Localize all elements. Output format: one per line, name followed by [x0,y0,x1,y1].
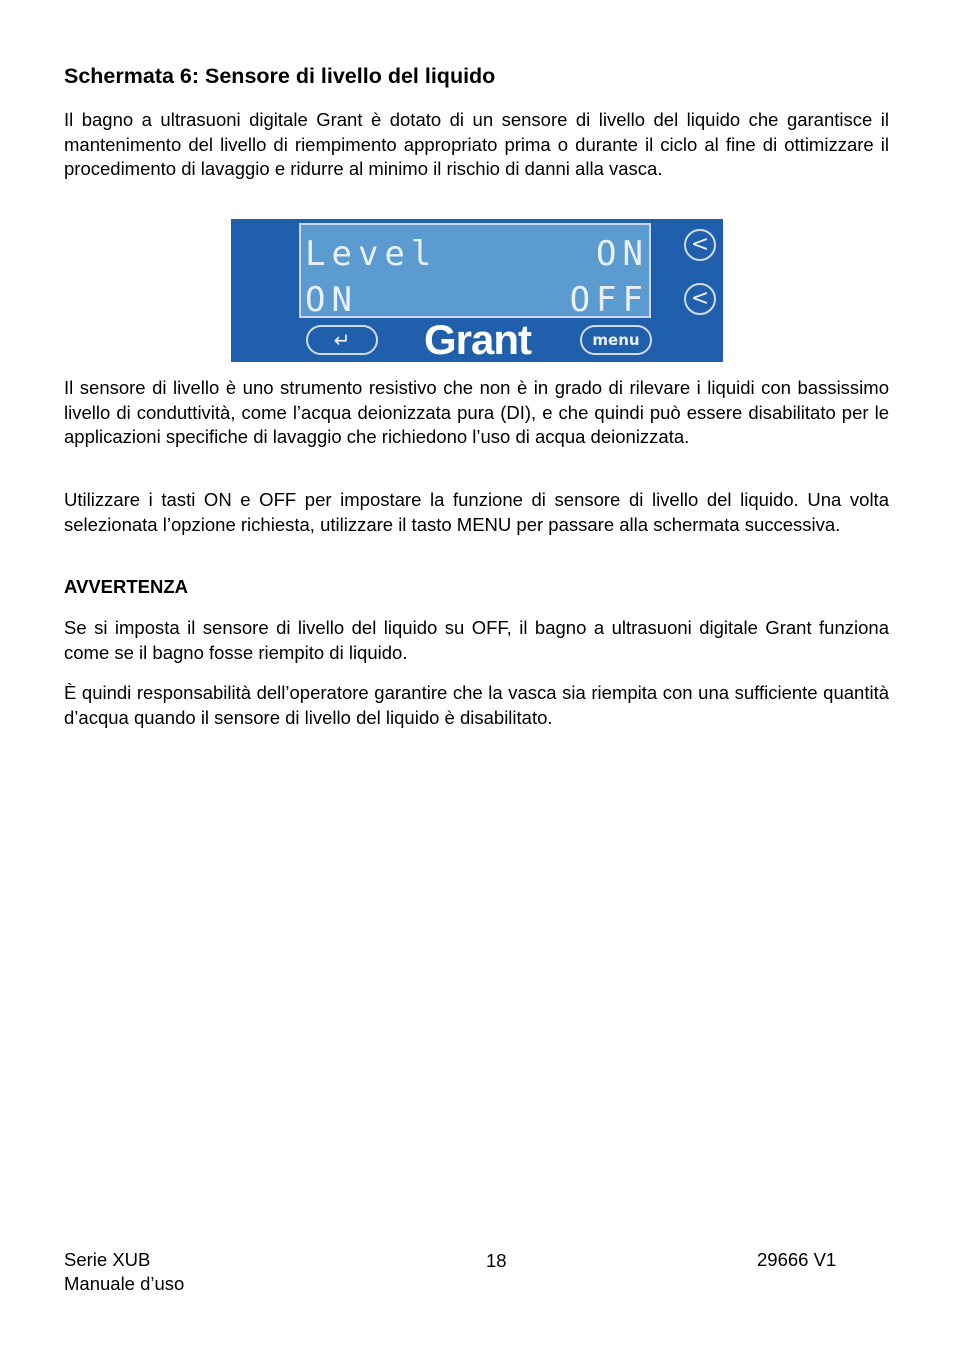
document-code: 29666 V1 [757,1249,837,1270]
footer-manual: Manuale d’uso [64,1273,185,1294]
lcd-line1-value: ON [596,234,649,274]
brand-logo: Grant [424,316,532,363]
resistive-paragraph: Il sensore di livello è uno strumento resistivo che non è in grado di rilevare i liquidi con bassissimo livello di conduttività, come l’acqua deionizzata pura (DI), e che quindi può essere disabilitato per le applicazioni specifiche di lavaggio che richiedono l’uso di acqua deionizzata. [64,377,889,447]
menu-button-label: menu [592,331,640,349]
lcd-screen [299,223,651,318]
select-arrow-left-icon[interactable]: < [684,283,716,315]
select-arrow-left-icon[interactable]: < [684,229,716,261]
intro-paragraph: Il bagno a ultrasuoni digitale Grant è dotato di un sensore di livello del liquido che garantisce il mantenimento del livello di riempimento appropriato prima o durante il ciclo al fine di ottimizzare il procedimento di lavaggio e ridurre al minimo il rischio di danni alla vasca. [64,109,889,179]
lcd-line2-off: OFF [569,280,649,320]
lcd-line2-on: ON [305,280,358,320]
page-title: Schermata 6: Sensore di livello del liquido [64,64,496,88]
enter-icon: ↵ [333,328,351,352]
warning-paragraph-1: Se si imposta il sensore di livello del liquido su OFF, il bagno a ultrasuoni digitale Grant funziona come se il bagno fosse riempito di liquido. [64,617,889,663]
warning-title: AVVERTENZA [64,576,189,597]
page-number: 18 [486,1250,507,1271]
footer-series: Serie XUB [64,1249,151,1270]
device-display-panel [231,219,723,362]
menu-button[interactable] [580,325,652,355]
footer-left [64,1248,184,1296]
usage-paragraph: Utilizzare i tasti ON e OFF per impostare la funzione di sensore di livello del liquido. Una volta selezionata l’opzione richiesta, utilizzare il tasto MENU per passare alla schermata successiva. [64,489,889,535]
lcd-line1-label: Level [305,234,438,274]
warning-paragraph-2: È quindi responsabilità dell’operatore garantire che la vasca sia riempita con una sufficiente quantità d’acqua quando il sensore di livello del liquido è disabilitato. [64,682,889,728]
enter-button[interactable] [306,325,378,355]
